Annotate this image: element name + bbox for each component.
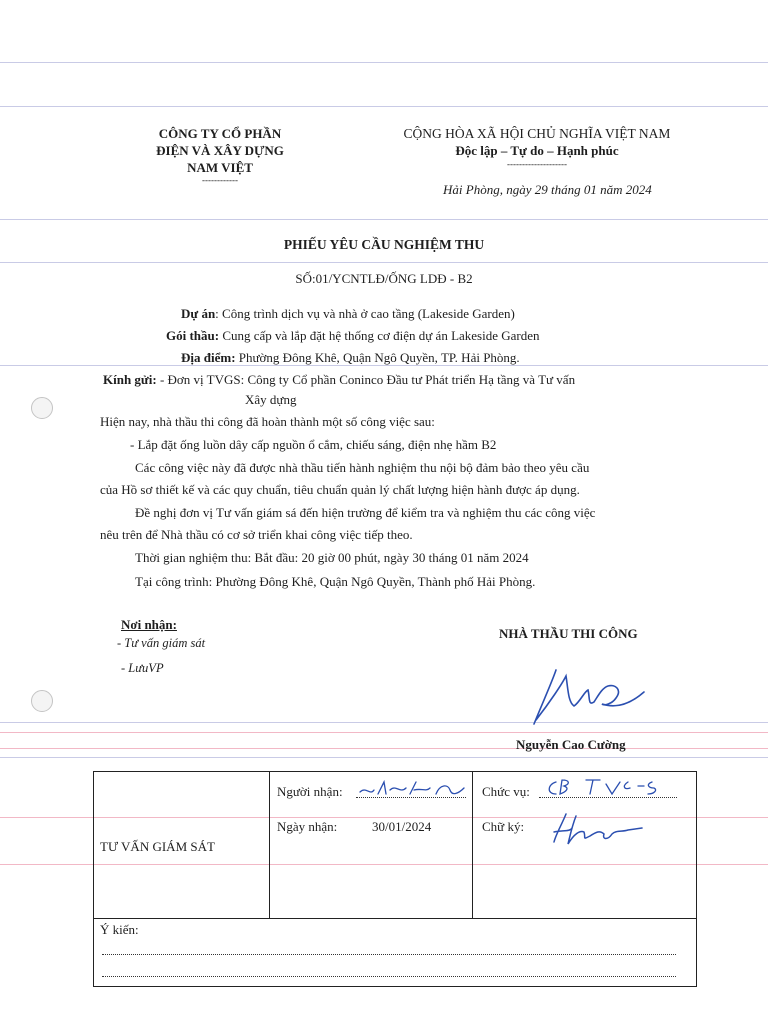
table-divider (472, 772, 473, 918)
recipient-item-1: - Tư vấn giám sát (117, 636, 206, 650)
project-line (181, 306, 515, 322)
table-divider (94, 918, 696, 919)
recipient-value: - Đơn vị TVGS: Công ty Cổ phần Coninco Đầu tư Phát triển Hạ tầng và Tư vấn (156, 372, 576, 387)
paper-rule (0, 722, 768, 723)
paragraph-2-line-1: Đề nghị đơn vị Tư vấn giám sá đến hiện trường để kiểm tra và nghiệm thu các công việc (135, 505, 596, 520)
company-name (130, 126, 310, 185)
work-item: - Lắp đặt ống luồn dây cấp nguồn ổ cắm, chiếu sáng, điện nhẹ hầm B2 (130, 437, 497, 452)
paper-rule (0, 262, 768, 263)
paragraph-1-line-1: Các công việc này đã được nhà thầu tiến hành nghiệm thu nội bộ đảm bảo theo yêu cầu (135, 460, 590, 475)
paper-rule (0, 732, 768, 733)
document-number: SỐ:01/YCNTLĐ/ỐNG LDĐ - B2 (295, 271, 473, 286)
location-value: Phường Đông Khê, Quận Ngô Quyền, TP. Hải Phòng. (235, 350, 520, 365)
opinion-line[interactable] (102, 954, 676, 955)
opinion-line[interactable] (102, 976, 676, 977)
recipient-label: Kính gửi: (103, 372, 157, 387)
project-value: : Công trình dịch vụ và nhà ở cao tầng (Lakeside Garden) (215, 306, 515, 321)
receiver-handwriting (356, 778, 468, 800)
package-value: Cung cấp và lắp đặt hệ thống cơ điện dự án Lakeside Garden (219, 328, 540, 343)
place-date: Hải Phòng, ngày 29 tháng 01 năm 2024 (443, 182, 652, 197)
paragraph-1-line-2: của Hồ sơ thiết kế và các quy chuẩn, tiêu chuẩn quản lý chất lượng hiện hành được áp dụng. (100, 482, 580, 497)
position-label: Chức vụ: (482, 784, 530, 799)
location-line (181, 350, 520, 366)
package-line (166, 328, 540, 344)
position-handwriting (542, 776, 676, 798)
received-date-label: Ngày nhận: (277, 819, 338, 834)
paragraph-2-line-2: nêu trên để Nhà thầu có cơ sở triển khai công việc tiếp theo. (100, 527, 413, 542)
company-underline: ------------ (202, 175, 238, 185)
paper-rule (0, 106, 768, 107)
received-date-value: 30/01/2024 (372, 819, 432, 834)
motto: Độc lập – Tự do – Hạnh phúc (455, 143, 619, 158)
acceptance-form-table (93, 771, 697, 987)
package-label: Gói thầu: (166, 328, 220, 343)
paper-rule (0, 219, 768, 220)
national-header (352, 126, 722, 169)
table-divider (269, 772, 270, 918)
opinion-label: Ý kiến: (100, 922, 139, 937)
inspection-place: Tại công trình: Phường Đông Khê, Quận Ngô Quyền, Thành phố Hải Phòng. (135, 574, 536, 589)
signature-label: Chữ ký: (482, 819, 525, 834)
paper-rule (0, 62, 768, 63)
contractor-signer-name: Nguyễn Cao Cường (516, 737, 626, 752)
motto-underline: -------------------- (507, 159, 567, 169)
inspection-time: Thời gian nghiệm thu: Bắt đầu: 20 giờ 00 phút, ngày 30 tháng 01 năm 2024 (135, 550, 529, 565)
supervisor-signature[interactable] (546, 810, 646, 848)
binder-hole (31, 690, 53, 712)
paper-rule (0, 748, 768, 749)
company-line-1: CÔNG TY CỔ PHẦN (158, 126, 282, 141)
company-line-3: NAM VIỆT (187, 160, 253, 175)
recipient-value-cont: Xây dựng (245, 392, 297, 407)
paper-rule (0, 757, 768, 758)
recipients-heading: Nơi nhận: (121, 617, 177, 632)
contractor-heading: NHÀ THẦU THI CÔNG (499, 626, 638, 641)
location-label: Địa điểm: (181, 350, 236, 365)
document-title: PHIẾU YÊU CẦU NGHIỆM THU (283, 237, 485, 252)
project-label: Dự án (181, 306, 216, 321)
receiver-label: Người nhận: (277, 784, 343, 799)
binder-hole (31, 397, 53, 419)
intro-text: Hiện nay, nhà thầu thi công đã hoàn thành một số công việc sau: (100, 414, 435, 429)
republic-title: CỘNG HÒA XÃ HỘI CHỦ NGHĨA VIỆT NAM (403, 126, 671, 141)
supervision-label: TƯ VẤN GIÁM SÁT (100, 839, 215, 854)
company-line-2: ĐIỆN VÀ XÂY DỰNG (156, 143, 284, 158)
contractor-signature (528, 662, 648, 728)
recipient-item-2: - LưuVP (121, 661, 164, 675)
recipient-line (103, 372, 575, 388)
